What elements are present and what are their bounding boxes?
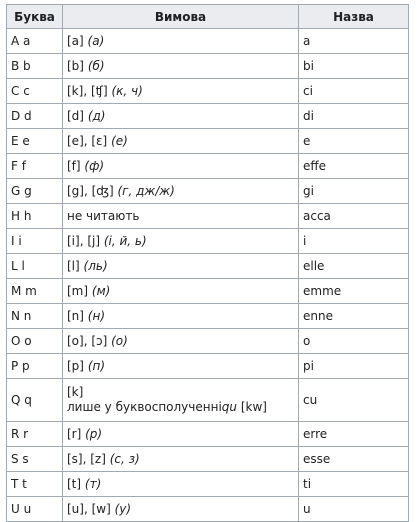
table-header-row [7, 5, 409, 29]
table-body [7, 29, 409, 522]
cell-letter: G g [7, 179, 63, 204]
cell-pronunciation [63, 472, 299, 497]
cell-letter: T t [7, 472, 63, 497]
ukrainian-equivalent: (к, ч) [111, 83, 143, 98]
ipa-text: [k] [67, 385, 84, 399]
note-ipa: [kw] [237, 400, 267, 414]
ipa-text: [t] [67, 476, 82, 491]
ukrainian-equivalent: (т) [84, 476, 102, 491]
cell-letter: Q q [7, 379, 63, 422]
cell-letter: O o [7, 329, 63, 354]
cell-pronunciation [63, 354, 299, 379]
ipa-text: [a] [67, 33, 84, 48]
cell-pronunciation [63, 104, 299, 129]
cell-pronunciation [63, 229, 299, 254]
ukrainian-equivalent: (б) [87, 58, 105, 73]
ipa-text: не читають [67, 208, 140, 223]
ukrainian-equivalent: (д) [87, 108, 106, 123]
ukrainian-equivalent: (м) [91, 283, 111, 298]
table-row [7, 329, 409, 354]
table-row [7, 54, 409, 79]
ukrainian-equivalent: (н) [87, 308, 106, 323]
cell-letter: E e [7, 129, 63, 154]
ukrainian-equivalent: (ль) [83, 258, 108, 273]
cell-name: e [299, 129, 409, 154]
cell-name: i [299, 229, 409, 254]
table-row [7, 129, 409, 154]
header-pronunciation: Вимова [63, 5, 299, 29]
cell-letter: H h [7, 204, 63, 229]
cell-pronunciation [63, 254, 299, 279]
table-row [7, 29, 409, 54]
cell-name: elle [299, 254, 409, 279]
ukrainian-equivalent: (с, з) [109, 451, 140, 466]
note-digraph: qu [221, 400, 238, 414]
cell-name: u [299, 497, 409, 522]
alphabet-table-container [6, 4, 408, 522]
ipa-text: [l] [67, 258, 80, 273]
cell-name: pi [299, 354, 409, 379]
cell-name: acca [299, 204, 409, 229]
ipa-text: [k], [ʧ] [67, 83, 108, 98]
ukrainian-equivalent: (ф) [84, 158, 105, 173]
table-row [7, 79, 409, 104]
cell-letter: F f [7, 154, 63, 179]
cell-letter: M m [7, 279, 63, 304]
ukrainian-equivalent: (п) [87, 358, 106, 373]
ipa-text: [f] [67, 158, 81, 173]
cell-pronunciation [63, 154, 299, 179]
table-row [7, 229, 409, 254]
italian-alphabet-table [6, 4, 409, 522]
table-row [7, 204, 409, 229]
cell-letter: N n [7, 304, 63, 329]
cell-pronunciation [63, 29, 299, 54]
cell-pronunciation [63, 179, 299, 204]
ipa-text: [r] [67, 426, 82, 441]
table-row [7, 354, 409, 379]
cell-name: esse [299, 447, 409, 472]
table-row [7, 279, 409, 304]
ipa-text: [u], [w] [67, 501, 111, 516]
table-row [7, 104, 409, 129]
table-row [7, 304, 409, 329]
header-letter: Буква [7, 5, 63, 29]
note-text: лише у буквосполученні [67, 400, 222, 414]
table-row [7, 472, 409, 497]
cell-pronunciation [63, 129, 299, 154]
ukrainian-equivalent: (г, дж/ж) [117, 183, 175, 198]
table-row [7, 497, 409, 522]
cell-pronunciation [63, 447, 299, 472]
ipa-text: [n] [67, 308, 84, 323]
cell-letter: C c [7, 79, 63, 104]
table-row [7, 422, 409, 447]
cell-name: ti [299, 472, 409, 497]
ipa-text: [g], [ʤ] [67, 183, 114, 198]
cell-pronunciation [63, 54, 299, 79]
table-row [7, 154, 409, 179]
table-row [7, 379, 409, 422]
cell-name: effe [299, 154, 409, 179]
cell-pronunciation [63, 79, 299, 104]
cell-letter: S s [7, 447, 63, 472]
cell-name: a [299, 29, 409, 54]
table-row [7, 254, 409, 279]
cell-name: enne [299, 304, 409, 329]
cell-letter: B b [7, 54, 63, 79]
ipa-text: [b] [67, 58, 84, 73]
ipa-text: [s], [z] [67, 451, 106, 466]
cell-name: bi [299, 54, 409, 79]
ipa-text: [p] [67, 358, 84, 373]
ipa-text: [e], [ɛ] [67, 133, 108, 148]
ukrainian-equivalent: (р) [85, 426, 103, 441]
ukrainian-equivalent: (а) [87, 33, 105, 48]
cell-letter: R r [7, 422, 63, 447]
table-row [7, 179, 409, 204]
cell-name: gi [299, 179, 409, 204]
cell-letter: U u [7, 497, 63, 522]
header-name: Назва [299, 5, 409, 29]
cell-name: emme [299, 279, 409, 304]
ukrainian-equivalent: (у) [114, 501, 132, 516]
cell-letter: I i [7, 229, 63, 254]
cell-pronunciation [63, 379, 299, 422]
table-row [7, 447, 409, 472]
cell-name: di [299, 104, 409, 129]
ipa-text: [o], [ɔ] [67, 333, 108, 348]
cell-pronunciation [63, 329, 299, 354]
cell-letter: P p [7, 354, 63, 379]
cell-name: ci [299, 79, 409, 104]
ipa-text: [m] [67, 283, 89, 298]
cell-pronunciation [63, 204, 299, 229]
cell-letter: L l [7, 254, 63, 279]
cell-name: o [299, 329, 409, 354]
ukrainian-equivalent: (о) [111, 333, 128, 348]
ipa-text: [d] [67, 108, 84, 123]
cell-pronunciation [63, 279, 299, 304]
ukrainian-equivalent: (е) [111, 133, 128, 148]
ukrainian-equivalent: (і, й, ь) [103, 233, 147, 248]
ipa-text: [i], [j] [67, 233, 101, 248]
cell-name: cu [299, 379, 409, 422]
cell-letter: A a [7, 29, 63, 54]
cell-letter: D d [7, 104, 63, 129]
cell-name: erre [299, 422, 409, 447]
cell-pronunciation [63, 497, 299, 522]
cell-pronunciation [63, 422, 299, 447]
cell-pronunciation [63, 304, 299, 329]
